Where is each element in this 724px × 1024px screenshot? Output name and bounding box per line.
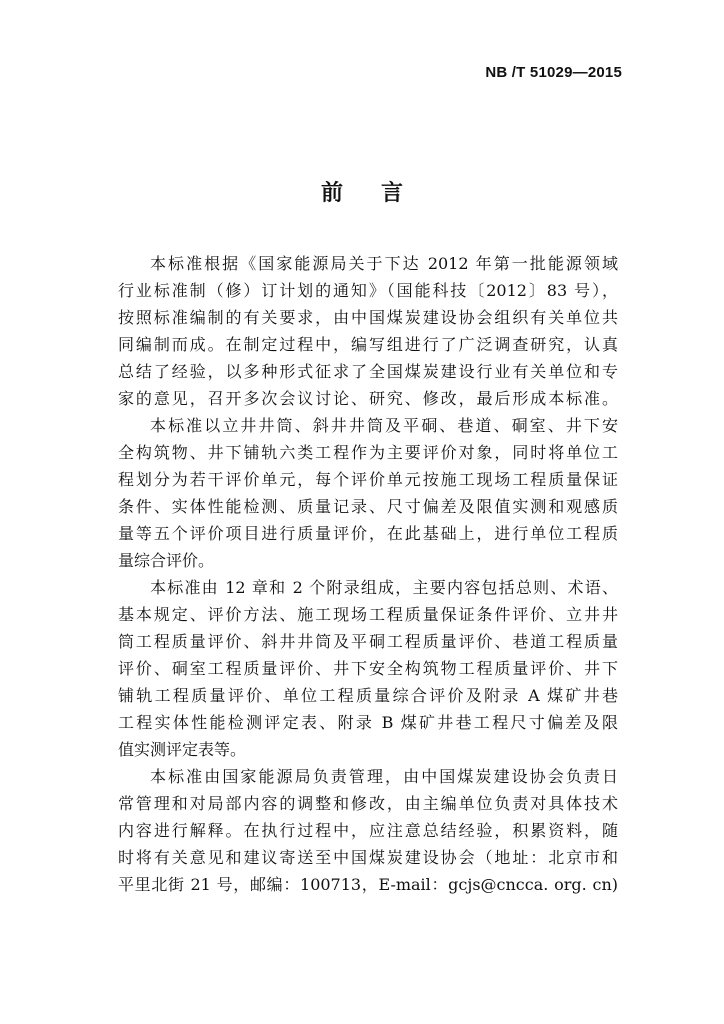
text-line: 量综合评价。	[118, 551, 215, 570]
text-line: 内容进行解释。在执行过程中，应注意总结经验，积累资料，随	[118, 821, 618, 840]
page-title: 前言	[320, 181, 441, 206]
text-line: 本标准根据《国家能源局关于下达 2012 年第一批能源领域	[150, 254, 618, 273]
text-line: 同编制而成。在制定过程中，编写组进行了广泛调查研究，认真	[118, 335, 618, 354]
text-line: 家的意见，召开多次会议讨论、研究、修改，最后形成本标准。	[118, 389, 618, 408]
text-line: 本标准由国家能源局负责管理，由中国煤炭建设协会负责日	[150, 767, 618, 786]
text-line: 值实测评定表等。	[118, 740, 247, 759]
text-line: 基本规定、评价方法、施工现场工程质量保证条件评价、立井井	[118, 605, 618, 624]
text-line: 量等五个评价项目进行质量评价，在此基础上，进行单位工程质	[118, 524, 618, 543]
text-line: 本标准以立井井筒、斜井井筒及平硐、巷道、硐室、井下安	[150, 416, 618, 435]
text-line: 按照标准编制的有关要求，由中国煤炭建设协会组织有关单位共	[118, 308, 618, 327]
paragraph-3	[118, 574, 618, 763]
text-line: 时将有关意见和建议寄送至中国煤炭建设协会（地址：北京市和	[118, 848, 618, 867]
text-line: 平里北街 21 号，邮编：100713，E-mail：gcjs@cncca. org. cn)	[118, 875, 618, 894]
text-line: 铺轨工程质量评价、单位工程质量综合评价及附录 A 煤矿井巷	[118, 686, 618, 705]
text-line: 总结了经验，以多种形式征求了全国煤炭建设行业有关单位和专	[118, 362, 618, 381]
text-line: 常管理和对局部内容的调整和修改，由主编单位负责对具体技术	[118, 794, 618, 813]
preface-body	[118, 250, 618, 898]
text-line: 本标准由 12 章和 2 个附录组成，主要内容包括总则、术语、	[150, 578, 618, 597]
text-line: 评价、硐室工程质量评价、井下安全构筑物工程质量评价、井下	[118, 659, 618, 678]
text-line: 工程实体性能检测评定表、附录 B 煤矿井巷工程尺寸偏差及限	[118, 713, 618, 732]
text-line: 筒工程质量评价、斜井井筒及平硐工程质量评价、巷道工程质量	[118, 632, 618, 651]
text-line: 全构筑物、井下铺轨六类工程作为主要评价对象，同时将单位工	[118, 443, 618, 462]
text-line: 行业标准制（修）订计划的通知》（国能科技〔2012〕83 号），	[118, 281, 618, 300]
paragraph-2	[118, 412, 618, 574]
standard-number: NB /T 51029—2015	[485, 64, 622, 81]
text-line: 程划分为若干评价单元，每个评价单元按施工现场工程质量保证	[118, 470, 618, 489]
paragraph-1	[118, 250, 618, 412]
paragraph-4	[118, 763, 618, 898]
text-line: 条件、实体性能检测、质量记录、尺寸偏差及限值实测和观感质	[118, 497, 618, 516]
